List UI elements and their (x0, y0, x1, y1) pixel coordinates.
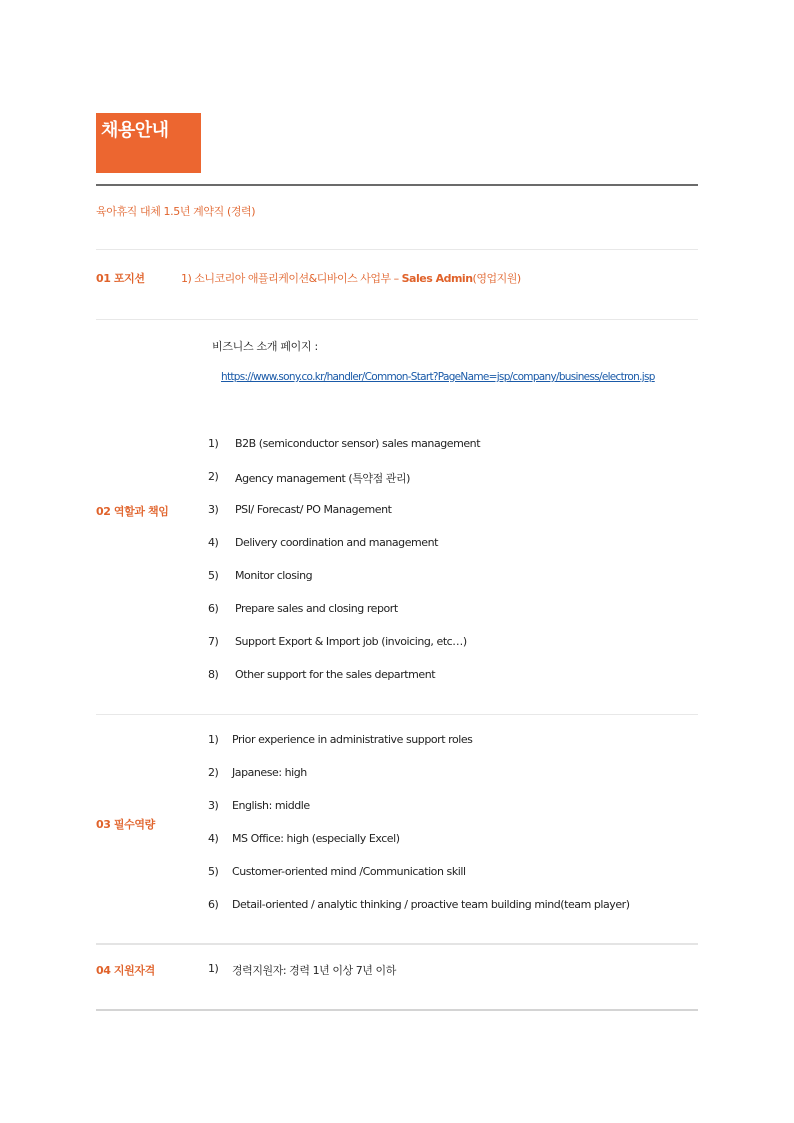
item-text: Japanese: high (232, 766, 307, 779)
item-text: Agency management (특약점 관리) (235, 472, 410, 485)
job-subtitle: 육아휴직 대체 1.5년 계약직 (경력) (96, 205, 256, 218)
item-number: 2) (208, 766, 219, 779)
item-text: Prepare sales and closing report (235, 602, 398, 615)
footer-divider (96, 1009, 698, 1011)
item-number: 3) (208, 503, 219, 516)
section-label-requirements: 03 필수역량 (96, 818, 155, 831)
item-number: 6) (208, 602, 219, 615)
item-number: 8) (208, 668, 219, 681)
position-title (181, 270, 521, 286)
position-role: Sales Admin (401, 272, 473, 285)
business-intro-link[interactable]: https://www.sony.co.kr/handler/Common-Start?PageName=jsp/company/business/electron.jsp (221, 371, 655, 383)
section-divider (96, 714, 698, 715)
position-suffix: (영업지원) (472, 272, 521, 285)
item-number: 1) (208, 437, 219, 450)
item-text: PSI/ Forecast/ PO Management (235, 503, 392, 516)
header-divider (96, 184, 698, 186)
item-text: English: middle (232, 799, 310, 812)
item-number: 1) (208, 733, 219, 746)
item-number: 5) (208, 569, 219, 582)
section-label-roles: 02 역할과 책임 (96, 505, 169, 518)
item-number: 4) (208, 832, 219, 845)
position-prefix: 1) 소니코리아 애플리케이션&디바이스 사업부 – (181, 272, 402, 285)
section-divider (96, 249, 698, 250)
section-divider (96, 943, 698, 945)
item-text: Customer-oriented mind /Communication skill (232, 865, 466, 878)
item-number: 7) (208, 635, 219, 648)
business-intro-label: 비즈니스 소개 페이지 : (212, 340, 318, 353)
section-divider (96, 319, 698, 320)
item-number: 2) (208, 470, 219, 483)
item-text: Other support for the sales department (235, 668, 436, 681)
item-text: Support Export & Import job (invoicing, etc…) (235, 635, 467, 648)
page-title: 채용안내 (101, 120, 169, 141)
item-text: Delivery coordination and management (235, 536, 438, 549)
item-number: 4) (208, 536, 219, 549)
item-text: 경력지원자: 경력 1년 이상 7년 이하 (232, 964, 396, 977)
item-text: Prior experience in administrative support roles (232, 733, 473, 746)
item-number: 5) (208, 865, 219, 878)
item-text: MS Office: high (especially Excel) (232, 832, 400, 845)
item-number: 6) (208, 898, 219, 911)
section-label-position: 01 포지션 (96, 272, 145, 285)
section-label-qualifications: 04 지원자격 (96, 964, 155, 977)
item-text: Detail-oriented / analytic thinking / proactive team building mind(team player) (232, 898, 630, 911)
item-number: 1) (208, 962, 219, 975)
title-box (96, 113, 201, 173)
item-number: 3) (208, 799, 219, 812)
item-text: B2B (semiconductor sensor) sales management (235, 437, 481, 450)
item-text: Monitor closing (235, 569, 313, 582)
